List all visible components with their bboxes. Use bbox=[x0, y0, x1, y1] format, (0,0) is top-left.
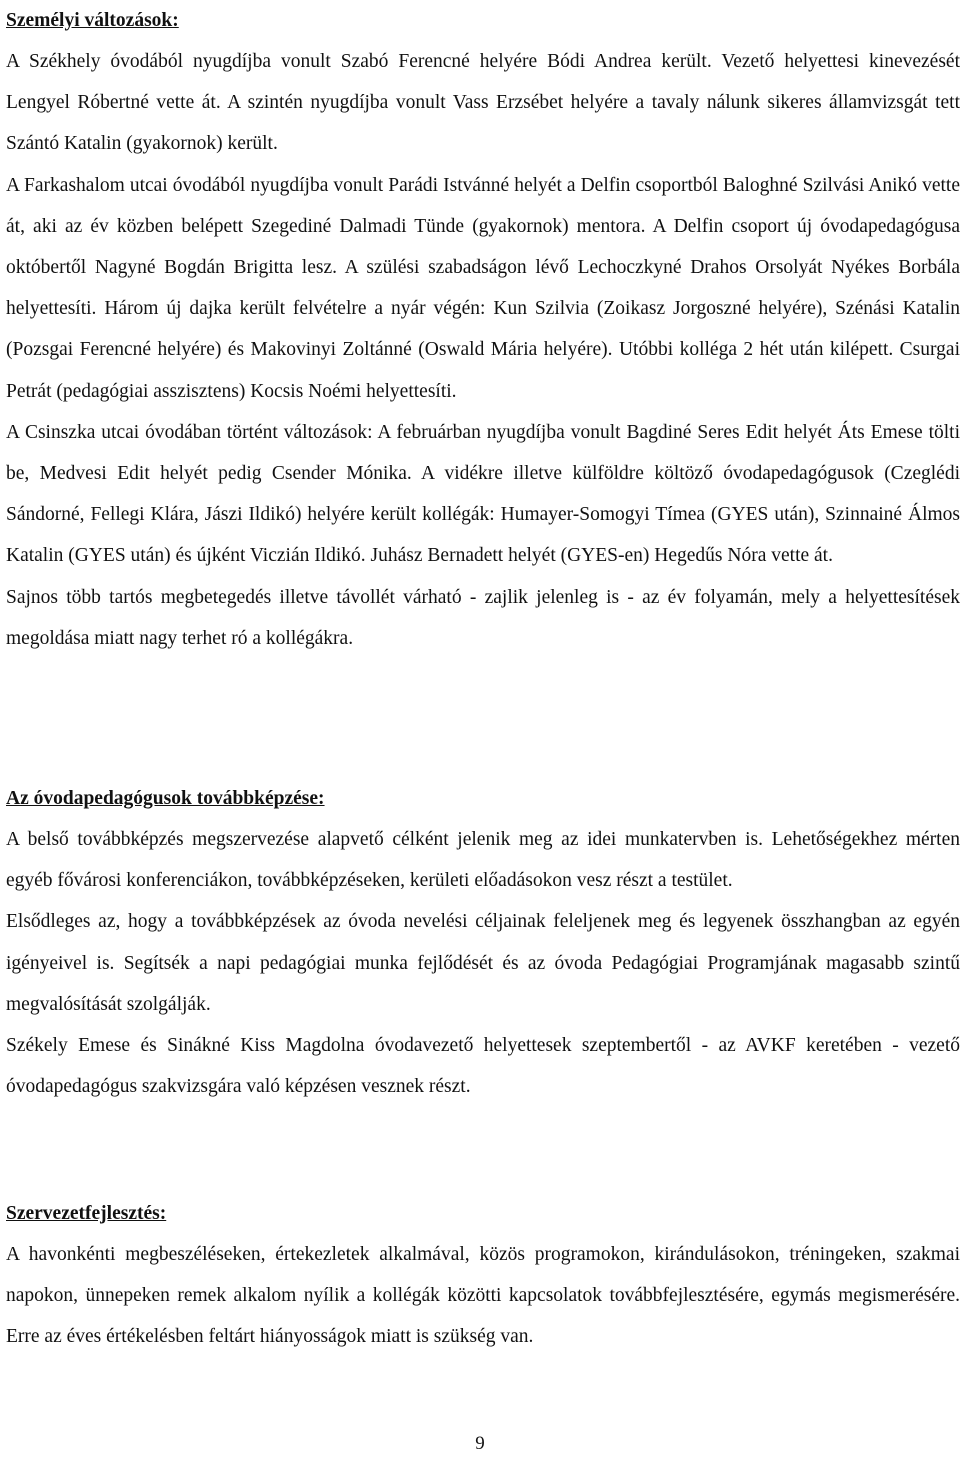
paragraph: Elsődleges az, hogy a továbbképzések az óvoda nevelési céljainak feleljenek meg és legyenek összhangban az egyén igényeivel is. Segítsék a napi pedagógiai munka fejlődését és az óvoda Pedagógiai Programjának magasabb szintű megvalósítását szolgálják. bbox=[6, 911, 960, 1015]
paragraph: A Farkashalom utcai óvodából nyugdíjba vonult Parádi Istvánné helyét a Delfin csoportból Baloghné Szilvási Anikó vette át, aki az év közben belépett Szegediné Dalmadi Tünde (gyakornok) mentora. A Delfin csoport új óvodapedagógusa októbertől Nagyné Bogdán Brigitta lesz. A szülési szabadságon lévő Lechoczkyné Drahos Orsolyát Nyékes Borbála helyettesíti. Három új dajka került felvételre a nyár végén: Kun Szilvia (Zoikasz Jorgoszné helyére), Szénási Katalin (Pozsgai Ferencné helyére) és Makovinyi Zoltánné (Oswald Mária helyére). Utóbbi kolléga 2 hét után kilépett. Csurgai Petrát (pedagógiai asszisztens) Kocsis Noémi helyettesíti. bbox=[6, 174, 960, 402]
paragraph: Székely Emese és Sinákné Kiss Magdolna óvodavezető helyettesek szeptembertől - az AVKF keretében - vezető óvodapedagógus szakvizsgára való képzésen vesznek részt. bbox=[6, 1035, 960, 1098]
section-personnel-changes bbox=[6, 0, 960, 659]
section-heading: Szervezetfejlesztés: bbox=[6, 1203, 167, 1224]
section-organization-development bbox=[6, 1193, 960, 1358]
paragraph: A Csinszka utcai óvodában történt változások: A februárban nyugdíjba vonult Bagdiné Seres Edit helyét Áts Emese tölti be, Medvesi Edit helyét pedig Csender Mónika. A vidékre illetve külföldre költöző óvodapedagógusok (Czeglédi Sándorné, Fellegi Klára, Jászi Ildikó) helyére került kollégák: Humayer-Somogyi Tímea (GYES után), Szinnainé Álmos Katalin (GYES után) és újként Viczián Ildikó. Juhász Bernadett helyét (GYES-en) Hegedűs Nóra vette át. bbox=[6, 421, 960, 567]
paragraph: Sajnos több tartós megbetegedés illetve távollét várható - zajlik jelenleg is - az év folyamán, mely a helyettesítések megoldása miatt nagy terhet ró a kollégákra. bbox=[6, 586, 960, 649]
paragraph: A belső továbbképzés megszervezése alapvető célként jelenik meg az idei munkatervben is. Lehetőségekhez mérten egyéb fővárosi konferenciákon, továbbképzéseken, kerületi előadásokon vesz részt a testület. bbox=[6, 829, 960, 892]
paragraph: A Székhely óvodából nyugdíjba vonult Szabó Ferencné helyére Bódi Andrea került. Vezető helyettesi kinevezését Lengyel Róbertné vette át. A szintén nyugdíjba vonult Vass Erzsébet helyére a tavaly nálunk sikeres államvizsgát tett Szántó Katalin (gyakornok) került. bbox=[6, 51, 960, 155]
section-heading: Az óvodapedagógusok továbbképzése: bbox=[6, 788, 325, 809]
section-heading: Személyi változások: bbox=[6, 10, 179, 31]
page-number: 9 bbox=[475, 1433, 485, 1454]
section-teacher-training bbox=[6, 778, 960, 1107]
paragraph: A havonkénti megbeszéléseken, értekezletek alkalmával, közös programokon, kirándulásokon, tréningeken, szakmai napokon, ünnepeken remek alkalom nyílik a kollégák közötti kapcsolatok továbbfejlesztésére, egymás megismerésére. Erre az éves értékelésben feltárt hiányosságok miatt is szükség van. bbox=[6, 1244, 960, 1348]
